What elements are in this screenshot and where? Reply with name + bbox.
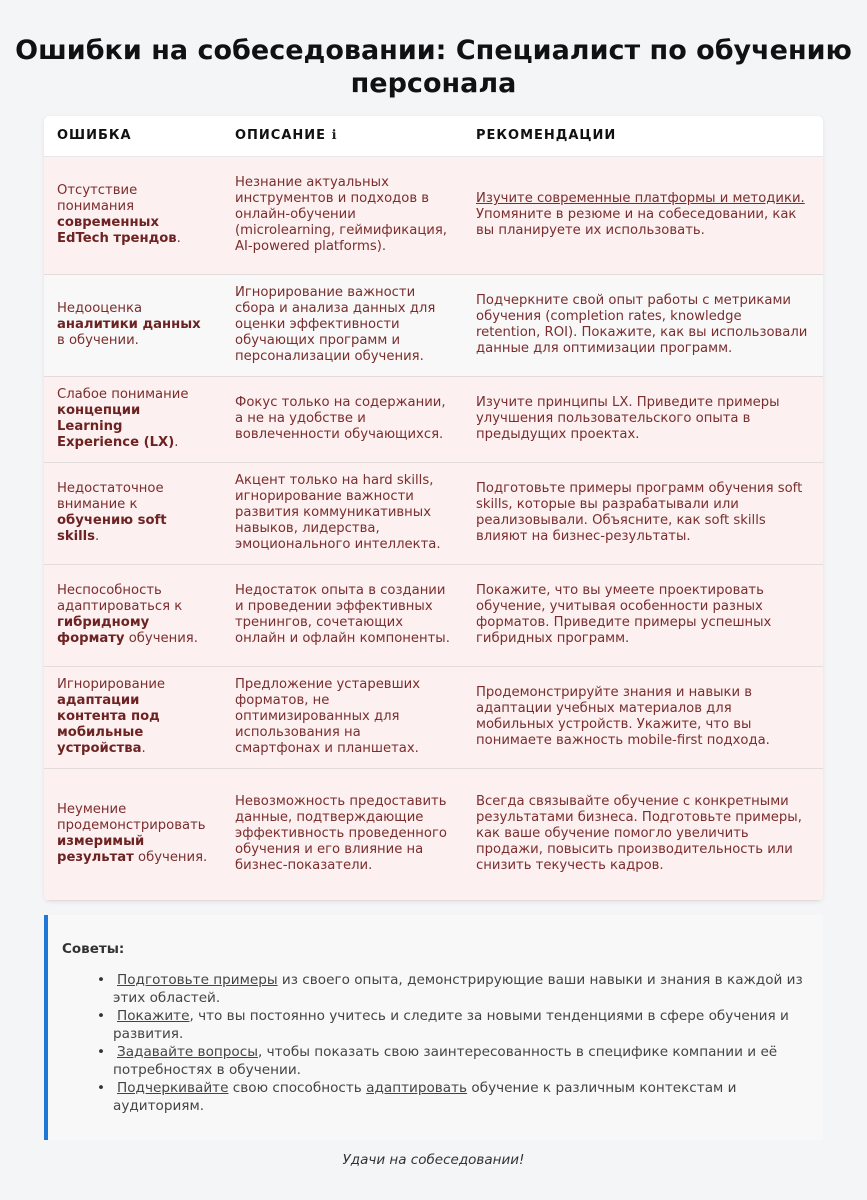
mistake-text-end: . xyxy=(95,529,100,544)
mistake-text: Неумение продемонстрировать xyxy=(57,802,206,833)
mistake-cell xyxy=(44,768,222,900)
recommendation-cell xyxy=(463,666,823,768)
table-row xyxy=(44,564,823,666)
recommendation-text: Всегда связывайте обучение с конкретными результатами бизнеса. Подготовьте примеры, как ваше обучение помогло увеличить продажи, повысить производительность или снизить текучесть кадров. xyxy=(476,794,802,873)
mistake-cell xyxy=(44,274,222,376)
recommendation-text: Подготовьте примеры программ обучения soft skills, которые вы разрабатывали или реализовывали. Объясните, как soft skills влияют на бизнес-результаты. xyxy=(476,481,803,544)
info-icon[interactable]: ℹ xyxy=(331,128,338,144)
mistake-keyword: адаптации контента под мобильные устройства xyxy=(57,693,160,756)
table-body xyxy=(44,156,823,900)
description-cell: Предложение устаревших форматов, не оптимизированных для использования на смартфонах и планшетах. xyxy=(222,666,463,768)
footer-text: Удачи на собеседовании! xyxy=(342,1152,525,1168)
table-row xyxy=(44,462,823,564)
mistake-text: Слабое понимание xyxy=(57,387,189,402)
mistakes-table xyxy=(44,116,823,901)
header-description-label: ОПИСАНИЕ xyxy=(235,128,327,144)
tip-item xyxy=(82,1007,805,1043)
mistake-keyword: обучению soft skills xyxy=(57,513,167,544)
header-recommendations: РЕКОМЕНДАЦИИ xyxy=(463,116,823,156)
tip-item xyxy=(82,1043,805,1079)
mistake-text: Недооценка xyxy=(57,301,143,316)
recommendation-cell xyxy=(463,564,823,666)
mistake-keyword: гибридному формату xyxy=(57,615,150,646)
mistake-cell xyxy=(44,156,222,274)
mistake-cell xyxy=(44,376,222,462)
mistake-cell xyxy=(44,666,222,768)
tip-text: из своего опыта, демонстрирующие ваши навыки и знания в каждой из этих областей. xyxy=(113,972,803,1006)
table-row xyxy=(44,768,823,900)
table-row xyxy=(44,376,823,462)
mistake-text-end: . xyxy=(174,435,179,450)
tip-highlight: Подготовьте примеры xyxy=(117,972,278,988)
recommendation-text: Продемонстрируйте знания и навыки в адаптации учебных материалов для мобильных устройств. Укажите, что вы понимаете важность mobile-first подхода. xyxy=(476,685,770,748)
recommendation-text: Упомяните в резюме и на собеседовании, как вы планируете их использовать. xyxy=(476,207,797,238)
mistake-keyword: аналитики данных xyxy=(57,317,201,332)
recommendation-cell xyxy=(463,376,823,462)
recommendation-text: Покажите, что вы умеете проектировать обучение, учитывая особенности разных форматов. Приведите примеры успешных гибридных программ. xyxy=(476,583,772,646)
recommendation-cell xyxy=(463,768,823,900)
tips-list xyxy=(62,971,805,1115)
tip-item xyxy=(82,1079,805,1115)
recommendation-cell xyxy=(463,274,823,376)
mistake-keyword: современных EdTech трендов xyxy=(57,215,177,246)
description-cell: Фокус только на содержании, а не на удобстве и вовлеченности обучающихся. xyxy=(222,376,463,462)
tip-highlight-2: адаптировать xyxy=(366,1080,468,1096)
mistake-cell xyxy=(44,564,222,666)
table-row xyxy=(44,666,823,768)
tips-box xyxy=(44,915,823,1140)
tip-text: обучение к различным контекстам и аудиториям. xyxy=(113,1080,737,1114)
description-cell: Недостаток опыта в создании и проведении эффективных тренингов, сочетающих онлайн и офлайн компоненты. xyxy=(222,564,463,666)
mistake-text: Недостаточное внимание к xyxy=(57,481,164,512)
recommendation-text: Изучите принципы LX. Приведите примеры улучшения пользовательского опыта в предыдущих проектах. xyxy=(476,395,780,442)
mistake-text-end: обучения. xyxy=(133,850,208,865)
description-cell: Акцент только на hard skills, игнорирование важности развития коммуникативных навыков, лидерства, эмоционального интеллекта. xyxy=(222,462,463,564)
mistake-cell xyxy=(44,462,222,564)
tip-highlight: Покажите xyxy=(117,1008,190,1024)
mistake-text-end: обучения. xyxy=(124,631,198,646)
recommendation-cell xyxy=(463,462,823,564)
table-row xyxy=(44,156,823,274)
tips-title: Советы: xyxy=(62,941,125,957)
mistakes-table-card xyxy=(44,116,823,901)
header-mistake: ОШИБКА xyxy=(44,116,222,156)
description-cell: Незнание актуальных инструментов и подходов в онлайн-обучении (microlearning, геймификация, AI-powered platforms). xyxy=(222,156,463,274)
page-title: Ошибки на собеседовании: Специалист по обучению персонала xyxy=(15,35,852,99)
recommendation-highlight: Изучите современные платформы и методики. xyxy=(476,191,805,206)
mistake-text-end: . xyxy=(141,741,146,756)
mistake-keyword: концепции Learning Experience (LX) xyxy=(57,403,175,450)
recommendation-cell xyxy=(463,156,823,274)
tip-text: , чтобы показать свою заинтересованность в специфике компании и её потребностях в обучении. xyxy=(113,1044,778,1078)
table-row xyxy=(44,274,823,376)
tip-text: свою способность xyxy=(228,1080,367,1096)
tip-text: , что вы постоянно учитесь и следите за новыми тенденциями в сфере обучения и развития. xyxy=(113,1008,789,1042)
table-header-row xyxy=(44,116,823,156)
tip-item xyxy=(82,971,805,1007)
header-description xyxy=(222,116,463,156)
mistake-text: Игнорирование xyxy=(57,677,166,692)
mistake-text-end: . xyxy=(176,231,181,246)
description-cell: Невозможность предоставить данные, подтверждающие эффективность проведенного обучения и его влияние на бизнес-показатели. xyxy=(222,768,463,900)
mistake-text: Отсутствие понимания xyxy=(57,183,138,214)
tip-highlight: Задавайте вопросы xyxy=(117,1044,258,1060)
mistake-text-end: в обучении. xyxy=(57,333,139,348)
tip-highlight: Подчеркивайте xyxy=(117,1080,229,1096)
recommendation-text: Подчеркните свой опыт работы с метриками обучения (completion rates, knowledge retention, ROI). Покажите, как вы использовали данные для оптимизации программ. xyxy=(476,293,808,356)
mistake-keyword: измеримый результат xyxy=(57,834,145,865)
description-cell: Игнорирование важности сбора и анализа данных для оценки эффективности обучающих программ и персонализации обучения. xyxy=(222,274,463,376)
mistake-text: Неспособность адаптироваться к xyxy=(57,583,183,614)
